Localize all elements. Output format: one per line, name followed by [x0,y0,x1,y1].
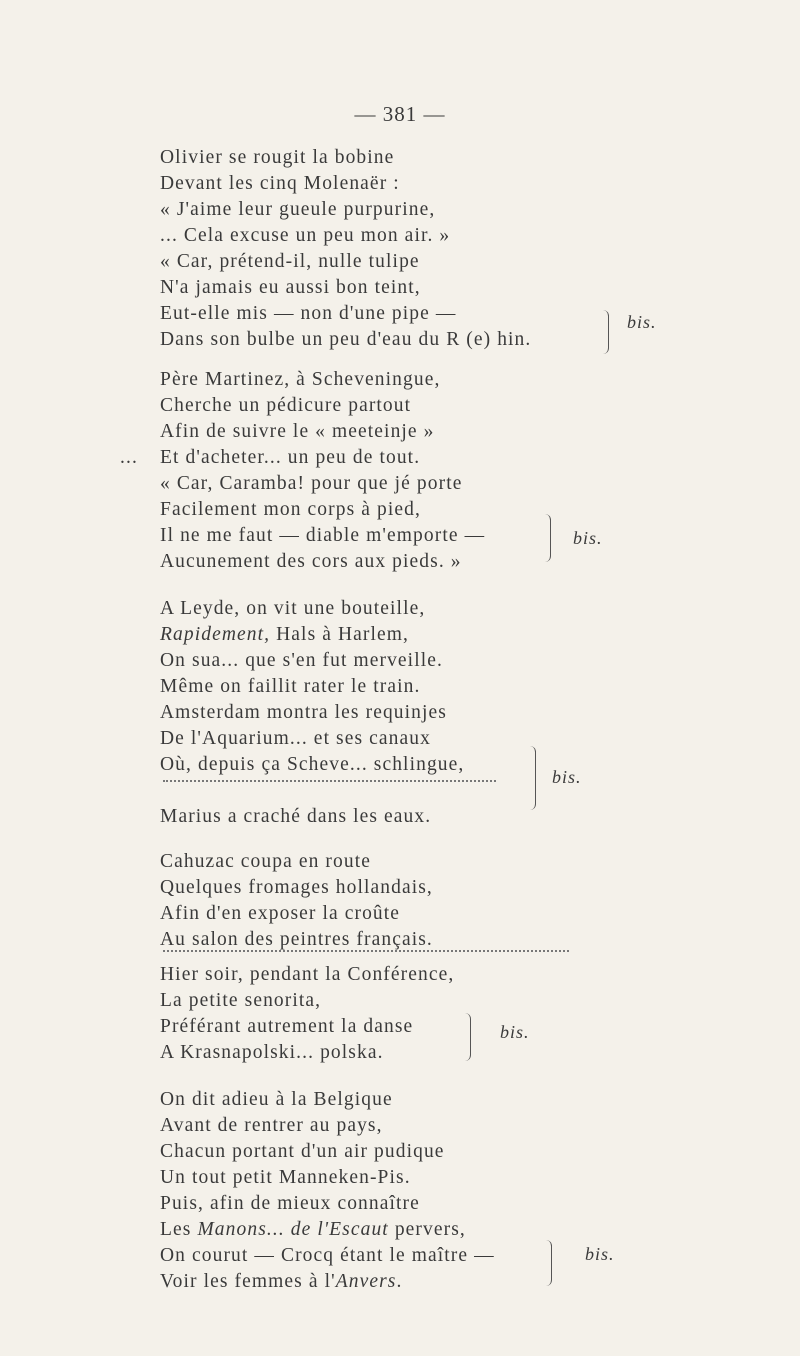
verse-line: « J'aime leur gueule purpurine, [160,199,436,220]
verse-line: « Car, prétend-il, nulle tulipe [160,251,420,272]
verse-line: Préférant autrement la danse [160,1016,414,1037]
repeat-brace [603,310,609,354]
verse-line: Et d'acheter... un peu de tout. [160,447,421,468]
verse-line: Où, depuis ça Scheve... schlingue, [160,754,465,775]
verse-line: De l'Aquarium... et ses canaux [160,728,431,749]
verse-line: Il ne me faut — diable m'emporte — [160,525,486,546]
repeat-mark: bis. [573,528,603,548]
italic-title: Anvers [335,1271,397,1292]
verse-line: ... Cela excuse un peu mon air. » [160,225,451,246]
repeat-mark: bis. [500,1022,530,1042]
verse-text: Les [160,1219,192,1240]
verse-line: On sua... que s'en fut merveille. [160,650,443,671]
verse-line: La petite senorita, [160,990,322,1011]
verse-line: On courut — Crocq étant le maître — [160,1245,495,1266]
repeat-brace [530,746,536,810]
verse-line: Puis, afin de mieux connaître [160,1193,420,1214]
verse-line: On dit adieu à la Belgique [160,1089,393,1110]
repeat-mark: bis. [627,312,657,332]
verse-line: A Krasnapolski... polska. [160,1042,384,1063]
italic-title: Manons... de l'Escaut [197,1219,389,1240]
repeat-mark: bis. [585,1244,615,1264]
repeat-brace [546,1240,552,1286]
verse-text: Voir les femmes à l' [160,1271,336,1292]
verse-line: Un tout petit Manneken-Pis. [160,1167,411,1188]
elided-line-dots [163,780,496,782]
verse-line: Marius a craché dans les eaux. [160,806,432,827]
verse-line: Olivier se rougit la bobine [160,147,395,168]
verse-line: « Car, Caramba! pour que jé porte [160,473,463,494]
verse-line: Cherche un pédicure partout [160,395,412,416]
verse-line-mixed [160,623,409,647]
verse-line: Eut-elle mis — non d'une pipe — [160,303,457,324]
verse-line: Dans son bulbe un peu d'eau du R (e) hin. [160,329,532,350]
verse-line: N'a jamais eu aussi bon teint, [160,277,421,298]
repeat-brace [545,514,551,562]
verse-line: Chacun portant d'un air pudique [160,1141,445,1162]
verse-line: Facilement mon corps à pied, [160,499,421,520]
verse-line: Amsterdam montra les requinjes [160,702,447,723]
verse-text: pervers, [394,1219,466,1240]
verse-line: A Leyde, on vit une bouteille, [160,598,426,619]
verse-line: Cahuzac coupa en route [160,851,371,872]
verse-line: Afin de suivre le « meeteinje » [160,421,435,442]
verse-line: Quelques fromages hollandais, [160,877,433,898]
page-number: — 381 — [354,102,446,126]
verse-line: Au salon des peintres français. [160,929,433,950]
verse-text: Hals à Harlem, [276,624,410,645]
repeat-mark: bis. [552,767,582,787]
leading-dots: ... [120,447,138,468]
section-separator-dots [163,950,569,952]
verse-line: Hier soir, pendant la Conférence, [160,964,455,985]
repeat-brace [465,1013,471,1061]
verse-line: Avant de rentrer au pays, [160,1115,383,1136]
verse-line-mixed [160,1270,402,1294]
verse-line: Père Martinez, à Scheveningue, [160,369,441,390]
verse-line: Même on faillit rater le train. [160,676,421,697]
verse-line-mixed [160,1218,466,1242]
italic-text: Rapidement, [160,624,271,645]
verse-line: Devant les cinq Molenaër : [160,173,400,194]
verse-line: Aucunement des cors aux pieds. » [160,551,462,572]
verse-text: . [396,1271,403,1292]
verse-line: Afin d'en exposer la croûte [160,903,401,924]
